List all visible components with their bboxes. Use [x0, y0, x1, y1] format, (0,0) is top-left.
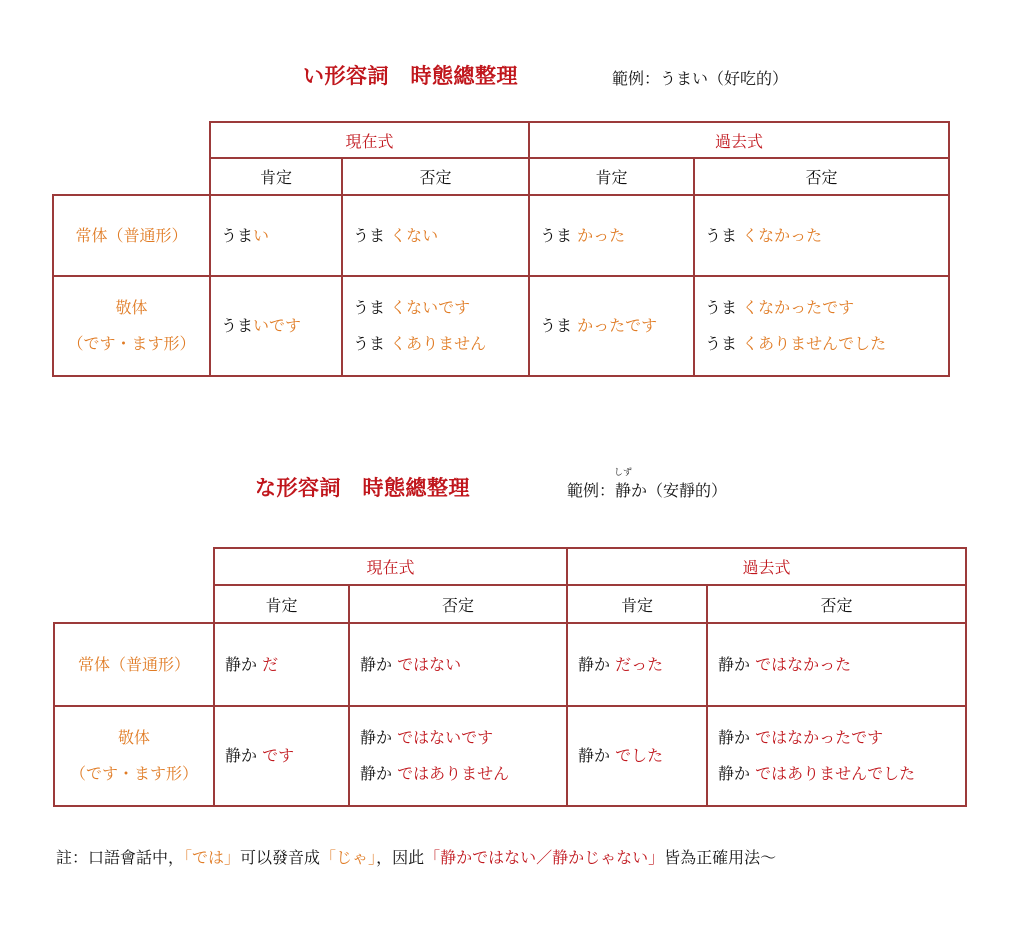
cell-plain-present-affirmative: 静か だ: [214, 623, 349, 706]
example-word: うまい（好吃的）: [660, 69, 789, 88]
cell-polite-past-affirmative: 静か でした: [567, 706, 707, 806]
header-present: 現在式: [214, 548, 567, 585]
row-label-polite: 敬体 （です・ます形）: [54, 706, 214, 806]
corner-blank: [53, 158, 210, 195]
header-past-affirmative: 肯定: [529, 158, 694, 195]
note-mid1: 可以發音成: [240, 848, 321, 867]
cell-polite-present-negative: うま くないです うま くありません: [342, 276, 529, 376]
header-past: 過去式: [529, 122, 949, 158]
cell-polite-present-negative: 静か ではないです 静か ではありません: [349, 706, 567, 806]
na-adjective-table: [53, 547, 967, 807]
na-adjective-title: な形容詞 時態總整理: [255, 476, 470, 500]
header-present-negative: 否定: [349, 585, 567, 623]
cell-polite-present-affirmative: 静か です: [214, 706, 349, 806]
header-present: 現在式: [210, 122, 529, 158]
i-adjective-table: [52, 121, 950, 377]
cell-plain-past-negative: うま くなかった: [694, 195, 949, 276]
header-past-negative: 否定: [694, 158, 949, 195]
corner-blank: [54, 548, 214, 585]
i-adjective-title: い形容詞 時態總整理: [303, 64, 518, 88]
header-present-negative: 否定: [342, 158, 529, 195]
header-present-affirmative: 肯定: [210, 158, 342, 195]
i-adjective-example: [612, 66, 788, 89]
footnote: [56, 845, 776, 868]
cell-plain-present-affirmative: うまい: [210, 195, 342, 276]
note-suffix: 皆為正確用法〜: [664, 848, 777, 867]
cell-plain-past-affirmative: うま かった: [529, 195, 694, 276]
header-past: 過去式: [567, 548, 966, 585]
corner-blank: [54, 585, 214, 623]
header-past-negative: 否定: [707, 585, 966, 623]
corner-blank: [53, 122, 210, 158]
cell-plain-present-negative: うま くない: [342, 195, 529, 276]
cell-polite-past-negative: 静か ではなかったです 静か ではありませんでした: [707, 706, 966, 806]
cell-polite-past-negative: うま くなかったです うま くありませんでした: [694, 276, 949, 376]
cell-plain-past-negative: 静か ではなかった: [707, 623, 966, 706]
header-past-affirmative: 肯定: [567, 585, 707, 623]
note-ja: 「じゃ」: [320, 848, 377, 867]
na-adjective-example: [567, 468, 728, 501]
cell-polite-past-affirmative: うま かったです: [529, 276, 694, 376]
cell-plain-present-negative: 静か ではない: [349, 623, 567, 706]
example-label: 範例：: [567, 481, 616, 500]
row-label-polite: 敬体 （です・ます形）: [53, 276, 210, 376]
cell-plain-past-affirmative: 静か だった: [567, 623, 707, 706]
example-label: 範例：: [612, 69, 661, 88]
example-rest: か（安靜的）: [631, 481, 728, 500]
note-dewa: 「では」: [184, 848, 241, 867]
note-example: 「静かではない／静かじゃない」: [424, 848, 665, 867]
cell-polite-present-affirmative: うまいです: [210, 276, 342, 376]
example-kanji-with-furigana: しず 静: [615, 478, 631, 501]
row-label-plain: 常体（普通形）: [54, 623, 214, 706]
note-prefix: 註：口語會話中，: [56, 848, 185, 867]
note-mid2: ，因此: [376, 848, 425, 867]
row-label-plain: 常体（普通形）: [53, 195, 210, 276]
furigana: しず: [614, 468, 633, 478]
header-present-affirmative: 肯定: [214, 585, 349, 623]
